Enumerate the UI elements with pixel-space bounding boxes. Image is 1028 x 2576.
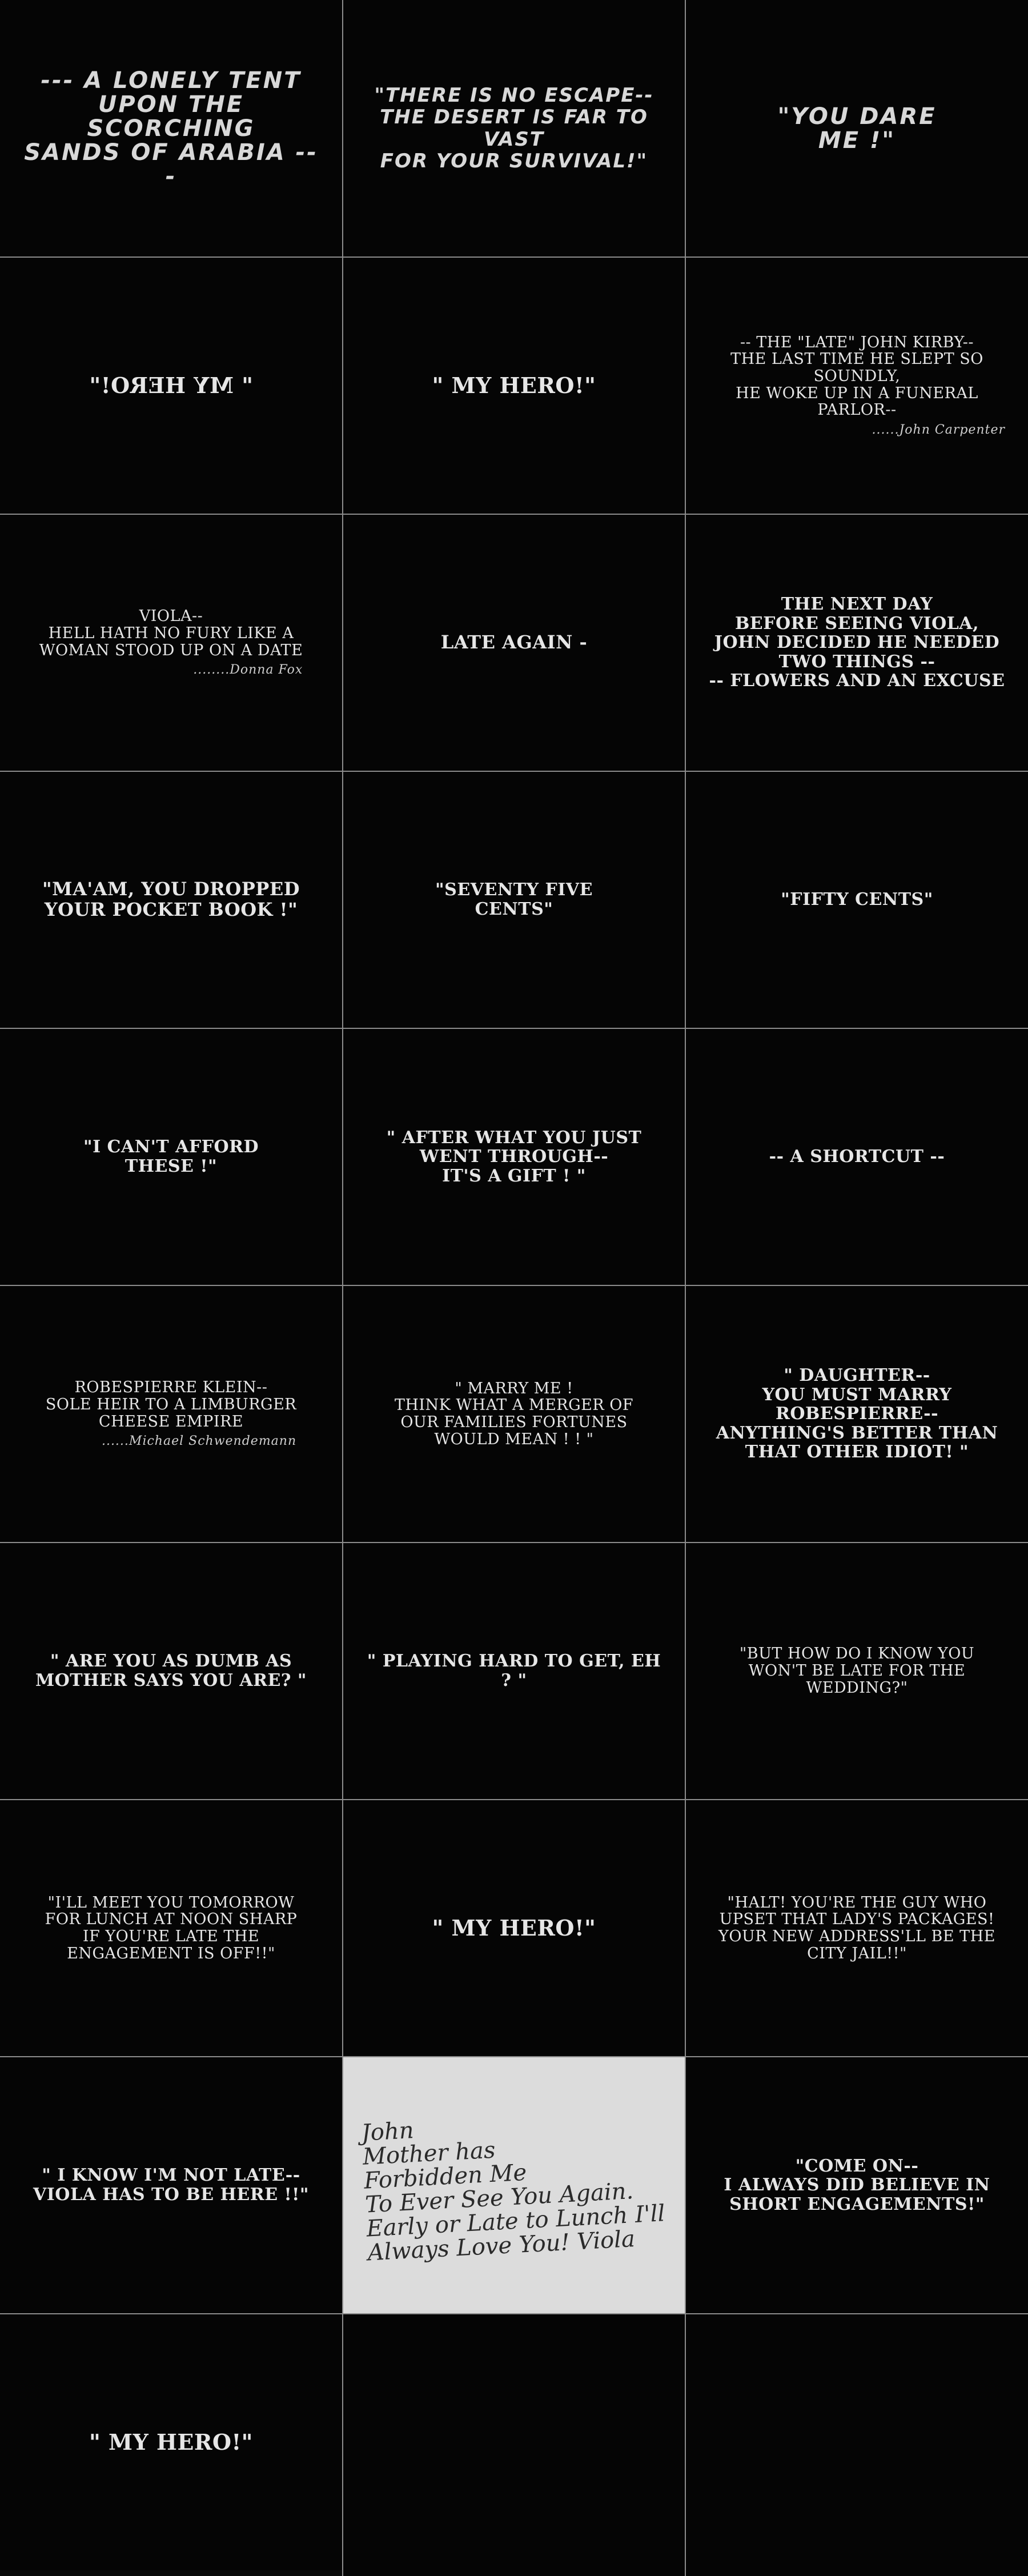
title-card	[686, 772, 1028, 1028]
title-card	[686, 1543, 1028, 1799]
title-card	[0, 2057, 342, 2313]
intertitle-text: LATE AGAIN -	[440, 631, 588, 654]
intertitle-text: " PLAYING HARD TO GET, EH ? "	[367, 1651, 661, 1690]
title-card-text	[22, 1894, 320, 1962]
title-card-text	[701, 2157, 1013, 2214]
title-card-text	[10, 2166, 332, 2204]
intertitle-text: "MA'AM, YOU DROPPED YOUR POCKET BOOK !"	[42, 878, 300, 920]
author-signature: ......Michael Schwendemann	[101, 1434, 297, 1449]
title-card	[0, 1286, 342, 1542]
intertitle-text: "YOU DARE ME !"	[777, 103, 937, 154]
handwritten-note	[343, 2057, 685, 2313]
title-card-text	[343, 85, 685, 171]
title-card	[343, 0, 685, 257]
title-card-text	[61, 1137, 282, 1176]
title-card-text	[17, 608, 326, 677]
title-card-text	[418, 632, 611, 653]
title-card	[0, 1800, 342, 2056]
intertitle-text: "I CAN'T AFFORD THESE !"	[83, 1137, 259, 1176]
title-card-text	[66, 374, 276, 398]
intertitle-text: " MY HERO!"	[89, 2429, 253, 2455]
title-card	[0, 515, 342, 771]
author-signature: ......John Carpenter	[872, 423, 1005, 438]
intertitle-text: "BUT HOW DO I KNOW YOU WON'T BE LATE FOR THE WEDDING?"	[739, 1645, 975, 1697]
title-card-text	[409, 374, 619, 398]
intertitle-text: "SEVENTY FIVE CENTS"	[435, 880, 593, 919]
title-card	[686, 2057, 1028, 2313]
title-card	[686, 258, 1028, 514]
title-card-text	[0, 69, 342, 189]
title-card-text	[746, 1147, 968, 1167]
empty-cell	[686, 2314, 1028, 2576]
intertitle-text: " ARE YOU AS DUMB AS MOTHER SAYS YOU ARE? "	[35, 1651, 307, 1690]
intertitle-text: "FIFTY CENTS"	[781, 890, 933, 910]
title-card-text	[19, 879, 323, 920]
title-card-text	[364, 1128, 665, 1186]
intertitle-text: "COME ON-- I ALWAYS DID BELIEVE IN SHORT ENGAGEMENTS!"	[724, 2156, 990, 2214]
title-card-text	[343, 1652, 685, 1690]
title-card-text	[758, 890, 956, 910]
intertitle-text: ROBESPIERRE KLEIN-- SOLE HEIR TO A LIMBURGER CHEESE EMPIRE	[45, 1379, 297, 1431]
title-card	[343, 2057, 685, 2313]
intertitle-text: " I KNOW I'M NOT LATE-- VIOLA HAS TO BE HERE !!"	[33, 2165, 309, 2205]
intertitle-text: THE NEXT DAY BEFORE SEEING VIOLA, JOHN DECIDED HE NEEDED TWO THINGS -- -- FLOWERS AND AN EXCUSE	[709, 594, 1005, 691]
title-card-text	[696, 1894, 1018, 1962]
intertitle-text: --- A LONELY TENT UPON THE SCORCHING SANDS OF ARABIA ---	[24, 67, 318, 190]
title-card	[343, 1286, 685, 1542]
title-card	[343, 515, 685, 771]
title-card-text	[372, 1380, 656, 1448]
title-card	[0, 1029, 342, 1285]
title-card	[0, 258, 342, 514]
intertitle-text: -- THE "LATE" JOHN KIRBY-- THE LAST TIME HE SLEPT SO SOUNDLY, HE WOKE UP IN A FUNERAL PARLOR--	[730, 333, 983, 419]
title-card-text	[66, 2430, 276, 2455]
title-card	[0, 772, 342, 1028]
intertitle-text: " MY HERO!"	[432, 372, 596, 398]
intertitle-text: VIOLA-- HELL HATH NO FURY LIKE A WOMAN STOOD UP ON A DATE	[39, 607, 303, 659]
title-card-text	[409, 1916, 619, 1941]
intertitle-text: "I'LL MEET YOU TOMORROW FOR LUNCH AT NOON SHARP IF YOU'RE LATE THE ENGAGEMENT IS OFF!!"	[45, 1893, 298, 1962]
title-card	[686, 1029, 1028, 1285]
intertitle-text: -- A SHORTCUT --	[769, 1147, 945, 1167]
title-card	[686, 1800, 1028, 2056]
author-signature: ........Donna Fox	[193, 663, 303, 678]
title-card-text	[412, 880, 616, 919]
intertitle-text: " MARRY ME ! THINK WHAT A MERGER OF OUR FAMILIES FORTUNES WOULD MEAN ! ! "	[394, 1379, 634, 1448]
title-card	[686, 1286, 1028, 1542]
title-card-text	[717, 1645, 997, 1696]
title-card-text	[693, 1366, 1021, 1462]
title-card	[343, 1543, 685, 1799]
title-card	[343, 1029, 685, 1285]
title-card-text	[686, 595, 1028, 691]
title-card	[0, 0, 342, 257]
title-card	[343, 1800, 685, 2056]
empty-cell	[343, 2314, 685, 2576]
title-card	[0, 2314, 342, 2570]
intertitle-text: " AFTER WHAT YOU JUST WENT THROUGH-- IT'S A GIFT ! "	[386, 1127, 642, 1186]
handwritten-note-text: John Mother has Forbidden Me To Ever See You Again. Early or Late to Lunch I'll Always Love You! Viola	[361, 2117, 666, 2266]
title-card	[686, 515, 1028, 771]
intertitle-text: " MY HERO!"	[89, 372, 253, 398]
title-card-text	[13, 1652, 330, 1690]
title-card-text	[686, 334, 1028, 438]
title-card	[0, 1543, 342, 1799]
title-card	[343, 772, 685, 1028]
intertitle-text: " DAUGHTER-- YOU MUST MARRY ROBESPIERRE-- ANYTHING'S BETTER THAN THAT OTHER IDIOT! "	[716, 1365, 998, 1463]
title-card-text	[754, 105, 959, 153]
title-card-text	[23, 1379, 319, 1448]
intertitle-text: "HALT! YOU'RE THE GUY WHO UPSET THAT LADY'S PACKAGES! YOUR NEW ADDRESS'LL BE THE CITY JAIL!!"	[718, 1893, 995, 1962]
intertitle-text: "THERE IS NO ESCAPE-- THE DESERT IS FAR TO VAST FOR YOUR SURVIVAL!"	[374, 84, 654, 173]
title-card	[686, 0, 1028, 257]
title-card	[343, 258, 685, 514]
intertitle-text: " MY HERO!"	[432, 1914, 596, 1941]
